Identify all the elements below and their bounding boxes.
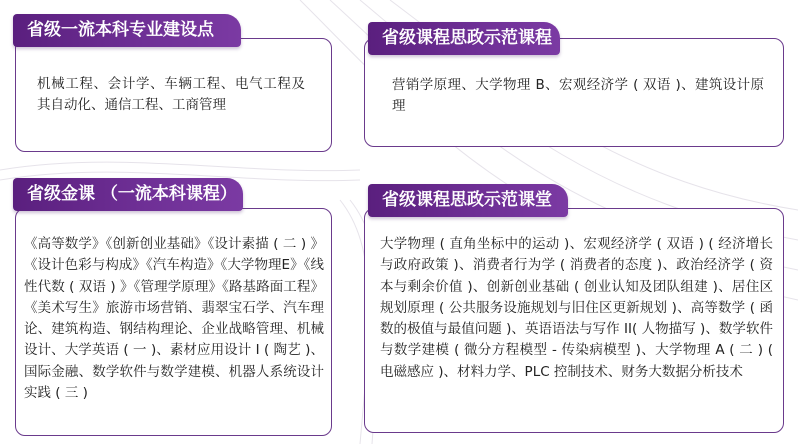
section-title-gold-courses: 省级金课 （一流本科课程）: [13, 178, 243, 211]
section-title-ideological-classes: 省级课程思政示范课堂: [368, 184, 568, 217]
section-body-first-class-majors: 机械工程、会计学、车辆工程、电气工程及其自动化、通信工程、工商管理: [37, 76, 305, 114]
section-body-ideological-classes: 大学物理 ( 直角坐标中的运动 )、宏观经济学 ( 双语 ) ( 经济增长与政府政策 )、消费者行为学 ( 消费者的态度 )、政治经济学 ( 资本与剩余价值 )、创新创业基础 ( 创业认知及团队组建 )、居住区规划原理 ( 公共服务设施规划与旧住区更新规划 )、高等数学 ( 函数的极值与最值问题 )、英语语法与写作 II( 人物描写 )、数学软件与数学建模 ( 微分方程模型 - 传染病模型 )、大学物理 A ( 二 ) ( 电磁感应 )、材料力学、PLC 控制技术、财务大数据分析技术: [380, 236, 773, 380]
section-body-gold-courses: 《高等数学》《创新创业基础》《设计素描 ( 二 ) 》《设计色彩与构成》《汽车构造》《大学物理E》《线性代数 ( 双语 ) 》《管理学原理》《路基路面工程》《美术写生》旅游市场营销、翡翠宝石学、汽车理论、建筑构造、钢结构理论、企业战略管理、机械设计、大学英语 ( 一 )、素材应用设计 I ( 陶艺 )、国际金融、数学软件与数学建模、机器人系统设计实践 ( 三 ): [24, 236, 324, 402]
section-title-ideological-courses: 省级课程思政示范课程: [368, 22, 560, 55]
section-title-first-class-majors: 省级一流本科专业建设点: [13, 14, 241, 47]
section-body-ideological-courses: 营销学原理、大学物理 B、宏观经济学 ( 双语 )、建筑设计原理: [392, 77, 764, 115]
